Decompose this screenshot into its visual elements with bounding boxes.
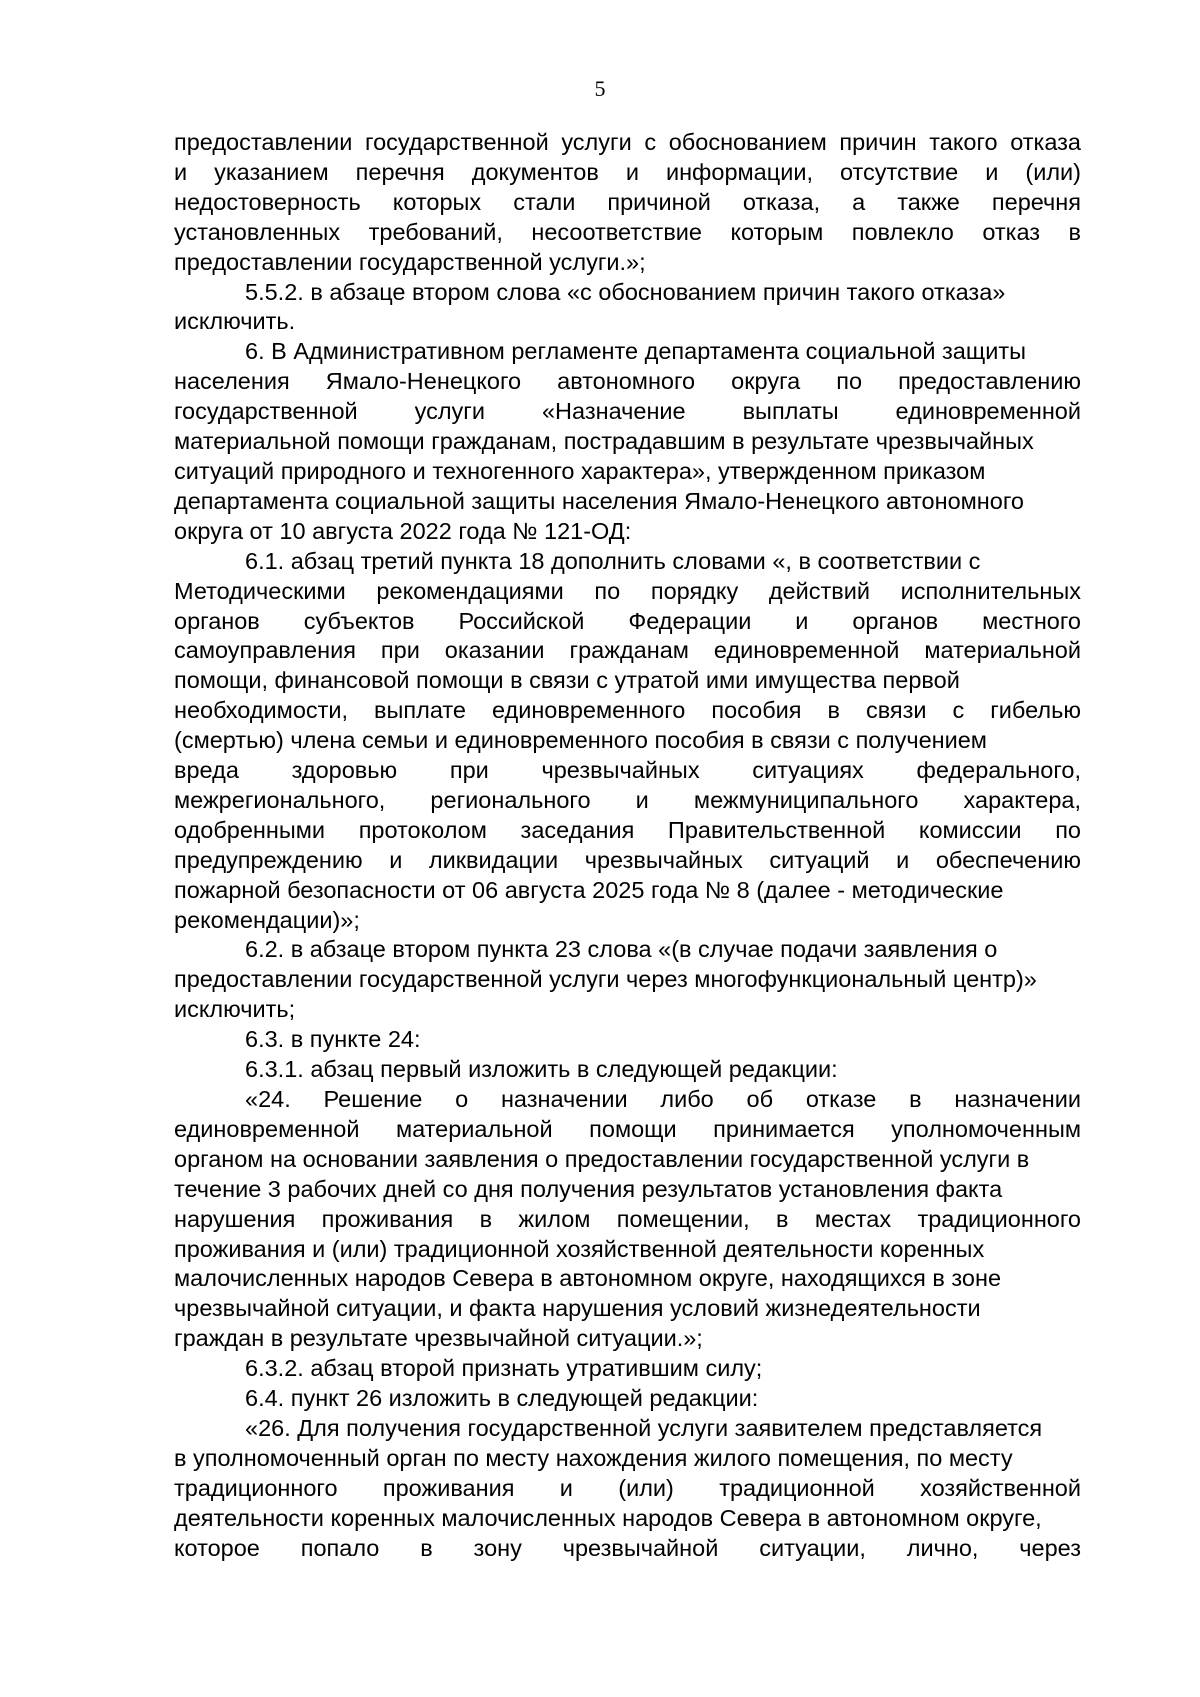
text-line: единовременной материальной помощи принимается уполномоченным — [174, 1115, 1081, 1142]
text-line: предоставлении государственной услуги.»; — [174, 248, 646, 275]
text-line: недостоверность которых стали причиной отказа, а также перечня — [174, 188, 1081, 215]
text-line: предоставлении государственной услуги через многофункциональный центр)» — [174, 966, 1037, 993]
text-line: деятельности коренных малочисленных народов Севера в автономном округе, — [174, 1504, 1042, 1531]
text-line: чрезвычайной ситуации, и факта нарушения условий жизнедеятельности — [174, 1295, 981, 1322]
text-line: помощи, финансовой помощи в связи с утратой ими имущества первой — [174, 667, 960, 694]
paragraph — [174, 1085, 1081, 1354]
text-line: которое попало в зону чрезвычайной ситуации, лично, через — [174, 1534, 1081, 1561]
text-line: ситуаций природного и техногенного характера», утвержденном приказом — [174, 457, 986, 484]
text-line: проживания и (или) традиционной хозяйственной деятельности коренных — [174, 1235, 985, 1262]
text-line: 6.1. абзац третий пункта 18 дополнить словами «, в соответствии с — [245, 547, 981, 574]
paragraph — [174, 547, 1081, 936]
text-line: 6.3. в пункте 24: — [245, 1026, 421, 1053]
text-line: исключить; — [174, 996, 296, 1023]
paragraph — [174, 1384, 1081, 1414]
text-line: 6.2. в абзаце втором пункта 23 слова «(в случае подачи заявления о — [245, 936, 998, 963]
text-line: необходимости, выплате единовременного пособия в связи с гибелью — [174, 697, 1081, 724]
page-number: 5 — [594, 76, 606, 101]
text-line: 6.3.1. абзац первый изложить в следующей редакции: — [245, 1056, 838, 1083]
text-line: рекомендации)»; — [174, 906, 360, 933]
text-line: в уполномоченный орган по месту нахождения жилого помещения, по месту — [174, 1444, 1013, 1471]
text-line: департамента социальной защиты населения Ямало-Ненецкого автономного — [174, 487, 1024, 514]
text-line: 6.3.2. абзац второй признать утратившим силу; — [245, 1355, 763, 1382]
text-line: и указанием перечня документов и информации, отсутствие и (или) — [174, 158, 1081, 185]
text-line: «24. Решение о назначении либо об отказе в назначении — [245, 1086, 1081, 1112]
text-line: округа от 10 августа 2022 года № 121-ОД: — [174, 517, 632, 544]
paragraph — [174, 278, 1081, 338]
paragraph — [174, 128, 1081, 278]
text-line: (смертью) члена семьи и единовременного пособия в связи с получением — [174, 727, 987, 754]
text-line: малочисленных народов Севера в автономном округе, находящихся в зоне — [174, 1265, 1002, 1292]
text-line: течение 3 рабочих дней со дня получения результатов установления факта — [174, 1175, 1003, 1202]
text-line: самоуправления при оказании гражданам единовременной материальной — [174, 637, 1081, 664]
text-line: населения Ямало-Ненецкого автономного округа по предоставлению — [174, 368, 1081, 395]
text-line: вреда здоровью при чрезвычайных ситуациях федерального, — [174, 757, 1081, 784]
text-line: материальной помощи гражданам, пострадавшим в результате чрезвычайных — [174, 428, 1034, 455]
text-line: установленных требований, несоответствие которым повлекло отказ в — [174, 218, 1081, 245]
paragraph — [174, 1055, 1081, 1085]
text-line: традиционного проживания и (или) традиционной хозяйственной — [174, 1474, 1081, 1501]
paragraph — [174, 935, 1081, 1025]
text-line: 5.5.2. в абзаце втором слова «с обоснованием причин такого отказа» — [245, 278, 1006, 305]
text-line: «26. Для получения государственной услуги заявителем представляется — [245, 1414, 1043, 1441]
text-line: исключить. — [174, 308, 296, 335]
text-line: предоставлении государственной услуги с обоснованием причин такого отказа — [174, 129, 1081, 155]
paragraph — [174, 1025, 1081, 1055]
paragraph — [174, 1354, 1081, 1384]
text-line: органов субъектов Российской Федерации и органов местного — [174, 607, 1081, 634]
text-line: граждан в результате чрезвычайной ситуации.»; — [174, 1325, 703, 1352]
text-line: нарушения проживания в жилом помещении, в местах традиционного — [174, 1205, 1081, 1232]
text-line: предупреждению и ликвидации чрезвычайных ситуаций и обеспечению — [174, 846, 1081, 873]
paragraph — [174, 337, 1081, 546]
paragraph — [174, 1414, 1081, 1564]
text-line: органом на основании заявления о предоставлении государственной услуги в — [174, 1145, 1030, 1172]
text-line: пожарной безопасности от 06 августа 2025 года № 8 (далее - методические — [174, 876, 1004, 903]
text-line: 6.4. пункт 26 изложить в следующей редакции: — [245, 1385, 759, 1412]
text-line: 6. В Административном регламенте департамента социальной защиты — [245, 338, 1026, 365]
text-line: Методическими рекомендациями по порядку действий исполнительных — [174, 577, 1081, 604]
document-body — [174, 128, 1081, 1564]
text-line: одобренными протоколом заседания Правительственной комиссии по — [174, 816, 1081, 843]
text-line: межрегионального, регионального и межмуниципального характера, — [174, 786, 1081, 813]
text-line: государственной услуги «Назначение выплаты единовременной — [174, 398, 1081, 425]
